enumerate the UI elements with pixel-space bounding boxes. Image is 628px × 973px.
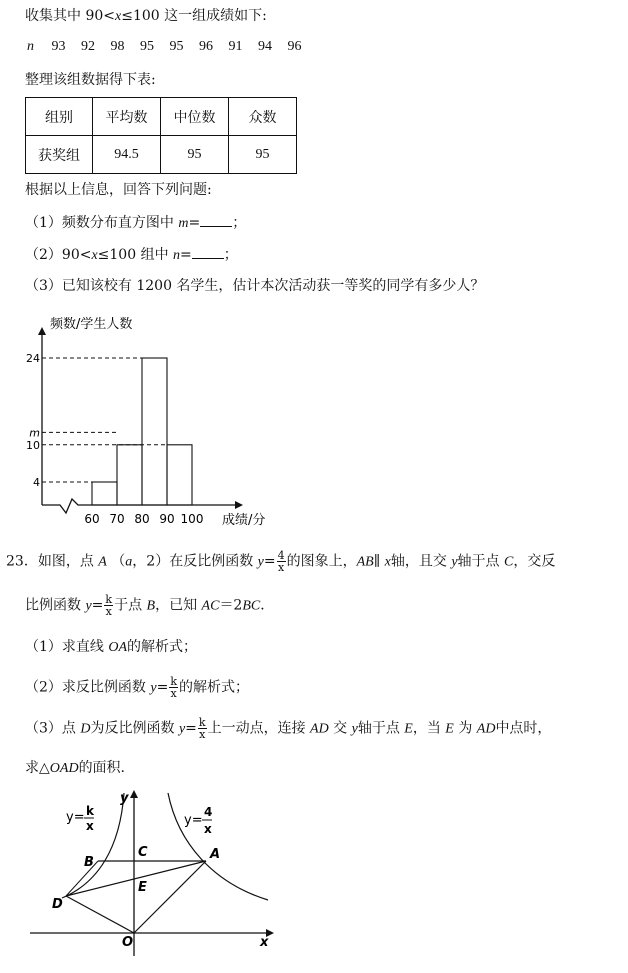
variable-x: x	[384, 554, 391, 570]
right-fraction-den: x	[204, 822, 212, 836]
text-segment: ；	[223, 247, 238, 263]
text-segment: 的解析式；	[127, 639, 198, 655]
fraction-4-over-x	[277, 550, 286, 573]
answer-blank	[200, 212, 232, 227]
frequency-histogram	[10, 307, 310, 532]
text-segment: （2）90<	[25, 247, 92, 263]
variable-a: a	[125, 554, 133, 570]
text-segment: 收集其中 90<	[25, 8, 115, 24]
y-tick-label: m	[29, 426, 40, 440]
point-label: E	[404, 721, 413, 737]
variable-y: y	[85, 598, 92, 614]
table-row	[26, 98, 297, 136]
text-segment: ≤100 组中	[97, 247, 169, 263]
y-axis-label: y	[120, 791, 129, 806]
data-value: 94	[258, 39, 272, 54]
x-axis-label: 成绩/分	[222, 513, 266, 528]
text-segment: 为	[458, 720, 473, 737]
variable-n: n	[173, 248, 181, 263]
variable-n: n	[27, 39, 34, 54]
variable-y: y	[351, 721, 358, 737]
hyperbola-figure	[28, 788, 278, 958]
text-segment: 于点	[114, 597, 143, 614]
equals-sign: =	[91, 597, 104, 614]
histogram-bar	[92, 482, 117, 505]
table-cell: 95	[161, 136, 229, 174]
text-segment: （1）频数分布直方图中	[25, 215, 174, 231]
y-tick-label: 10	[26, 438, 40, 452]
subquestion-1	[25, 637, 197, 658]
x-tick-label: 60	[84, 512, 100, 526]
text-segment: ．	[260, 597, 275, 614]
right-curve-label: y=	[184, 813, 203, 828]
segment-label: AD	[310, 721, 329, 737]
text-segment: （	[111, 553, 126, 570]
segment-label: AD	[476, 721, 496, 737]
text-segment: 轴于点	[457, 553, 500, 570]
text-segment: 比例函数	[25, 597, 81, 614]
data-value: 91	[228, 39, 243, 54]
questions-intro: 根据以上信息，回答下列问题:	[25, 182, 212, 198]
left-curve-label: y=	[66, 810, 85, 825]
fraction-numerator: 4	[277, 549, 285, 562]
variable-x: x	[91, 248, 98, 263]
left-fraction-den: x	[86, 819, 94, 833]
segment-OA	[134, 861, 206, 933]
data-value: 96	[287, 39, 302, 54]
point-E-label: E	[138, 880, 147, 895]
x-tick-label: 70	[109, 512, 125, 526]
text-segment: ＝2	[219, 597, 243, 614]
text-segment: 求△	[25, 760, 50, 776]
answer-blank	[192, 244, 224, 259]
fraction-numerator: k	[105, 593, 113, 606]
data-value: 96	[199, 39, 213, 54]
text-segment: 上一动点，连接	[207, 720, 306, 737]
text-segment: ，交反	[513, 553, 556, 570]
text-segment: （3）点	[25, 720, 76, 737]
variable-y: y	[178, 721, 186, 737]
table-header-cell: 中位数	[161, 98, 229, 136]
equals-sign: =	[185, 720, 197, 737]
table-header-cell: 平均数	[93, 98, 161, 136]
question-3: （3）已知该校有 1200 名学生，估计本次活动获一等奖的同学有多少人？	[25, 278, 485, 294]
text-segment: 的面积.	[78, 760, 126, 776]
text-segment: ，当	[412, 720, 441, 737]
point-B-label: B	[84, 855, 94, 870]
histogram-bar	[167, 445, 192, 505]
text-segment: ，2）在反比例函数	[132, 553, 254, 570]
table-row	[26, 136, 297, 174]
text-segment: 轴于点	[357, 720, 400, 737]
data-intro-line	[25, 6, 267, 27]
y-tick-label: 4	[33, 476, 40, 489]
subquestion-2	[25, 676, 249, 699]
histogram-bar	[142, 358, 167, 505]
equals-sign: =	[180, 247, 192, 263]
text-segment: 轴，且交	[390, 553, 447, 570]
segment-label: BC	[242, 598, 261, 614]
fraction-denominator: x	[278, 561, 285, 574]
data-value: 95	[140, 39, 154, 54]
text-segment: ∥	[373, 553, 381, 570]
x-axis-arrow	[235, 501, 243, 509]
fraction-numerator: k	[198, 716, 206, 729]
table-header-cell: 众数	[229, 98, 297, 136]
equals-sign: =	[263, 553, 276, 570]
point-label: D	[80, 721, 91, 737]
segment-label: OA	[108, 640, 128, 655]
fraction-denominator: x	[170, 687, 177, 700]
triangle-label: OAD	[49, 761, 79, 776]
problem23-line2	[25, 594, 274, 617]
point-D-label: D	[52, 897, 63, 912]
variable-y: y	[257, 554, 264, 570]
table-intro-line: 整理该组数据得下表:	[25, 72, 156, 88]
variable-m: m	[178, 216, 189, 231]
equals-sign: =	[188, 215, 201, 231]
question-1	[25, 212, 246, 234]
y-axis-arrow	[38, 327, 46, 335]
histogram-bar	[117, 445, 142, 505]
text-segment: 中点时，	[495, 720, 552, 737]
statistics-table	[25, 97, 297, 174]
text-segment: 交	[333, 720, 348, 737]
text-segment: 的图象上，	[286, 553, 357, 570]
x-axis-label: x	[260, 935, 269, 950]
table-cell: 获奖组	[26, 136, 93, 174]
question-2	[25, 244, 238, 266]
x-axis	[42, 499, 235, 513]
text-segment: 23．如图，点	[6, 553, 94, 570]
x-tick-label: 100	[180, 512, 204, 526]
table-cell: 95	[229, 136, 297, 174]
text-segment: 的解析式；	[179, 679, 249, 696]
point-label: E	[445, 721, 454, 737]
data-value: 92	[81, 39, 95, 54]
table-cell: 94.5	[93, 136, 161, 174]
variable-y: y	[150, 680, 157, 696]
segment-OD	[66, 896, 134, 933]
point-O-label: O	[122, 935, 134, 950]
fraction-numerator: k	[170, 675, 177, 688]
point-C-label: C	[138, 845, 148, 860]
fraction-k-over-x	[104, 594, 113, 617]
problem23-line1	[6, 550, 555, 573]
y-axis-arrow	[130, 790, 138, 798]
fraction-k-over-x	[169, 676, 178, 699]
x-tick-label: 90	[159, 512, 175, 526]
point-label: C	[504, 554, 514, 570]
table-header-cell: 组别	[26, 98, 93, 136]
right-fraction-num: 4	[204, 805, 213, 819]
point-label: A	[98, 554, 107, 570]
subquestion-3	[25, 717, 551, 740]
y-tick-label: 24	[26, 352, 40, 365]
text-segment: （2）求反比例函数	[25, 679, 146, 696]
fraction-denominator: x	[105, 605, 112, 618]
text-segment: ≤100 这一组成绩如下:	[121, 8, 267, 24]
equals-sign: =	[156, 679, 169, 696]
x-tick-label: 80	[134, 512, 150, 526]
point-label: B	[146, 598, 156, 614]
data-values-line	[27, 37, 302, 57]
data-value: 98	[110, 39, 125, 54]
text-segment: 为反比例函数	[90, 720, 175, 737]
y-axis-label: 频数/学生人数	[50, 317, 133, 332]
segment-label: AB	[356, 554, 374, 570]
left-fraction-num: k	[86, 804, 94, 818]
variable-y: y	[451, 554, 458, 570]
segment-label: AC	[201, 598, 220, 614]
point-A-label: A	[210, 847, 221, 862]
variable-x: x	[115, 9, 122, 24]
fraction-denominator: x	[199, 728, 206, 741]
text-segment: ；	[232, 215, 247, 231]
text-segment: ，已知	[155, 597, 198, 614]
data-value: 95	[169, 39, 184, 54]
data-value: 93	[51, 39, 66, 54]
fraction-k-over-x	[198, 717, 207, 740]
text-segment: （1）求直线	[25, 639, 104, 655]
subquestion-3-cont	[25, 758, 125, 779]
